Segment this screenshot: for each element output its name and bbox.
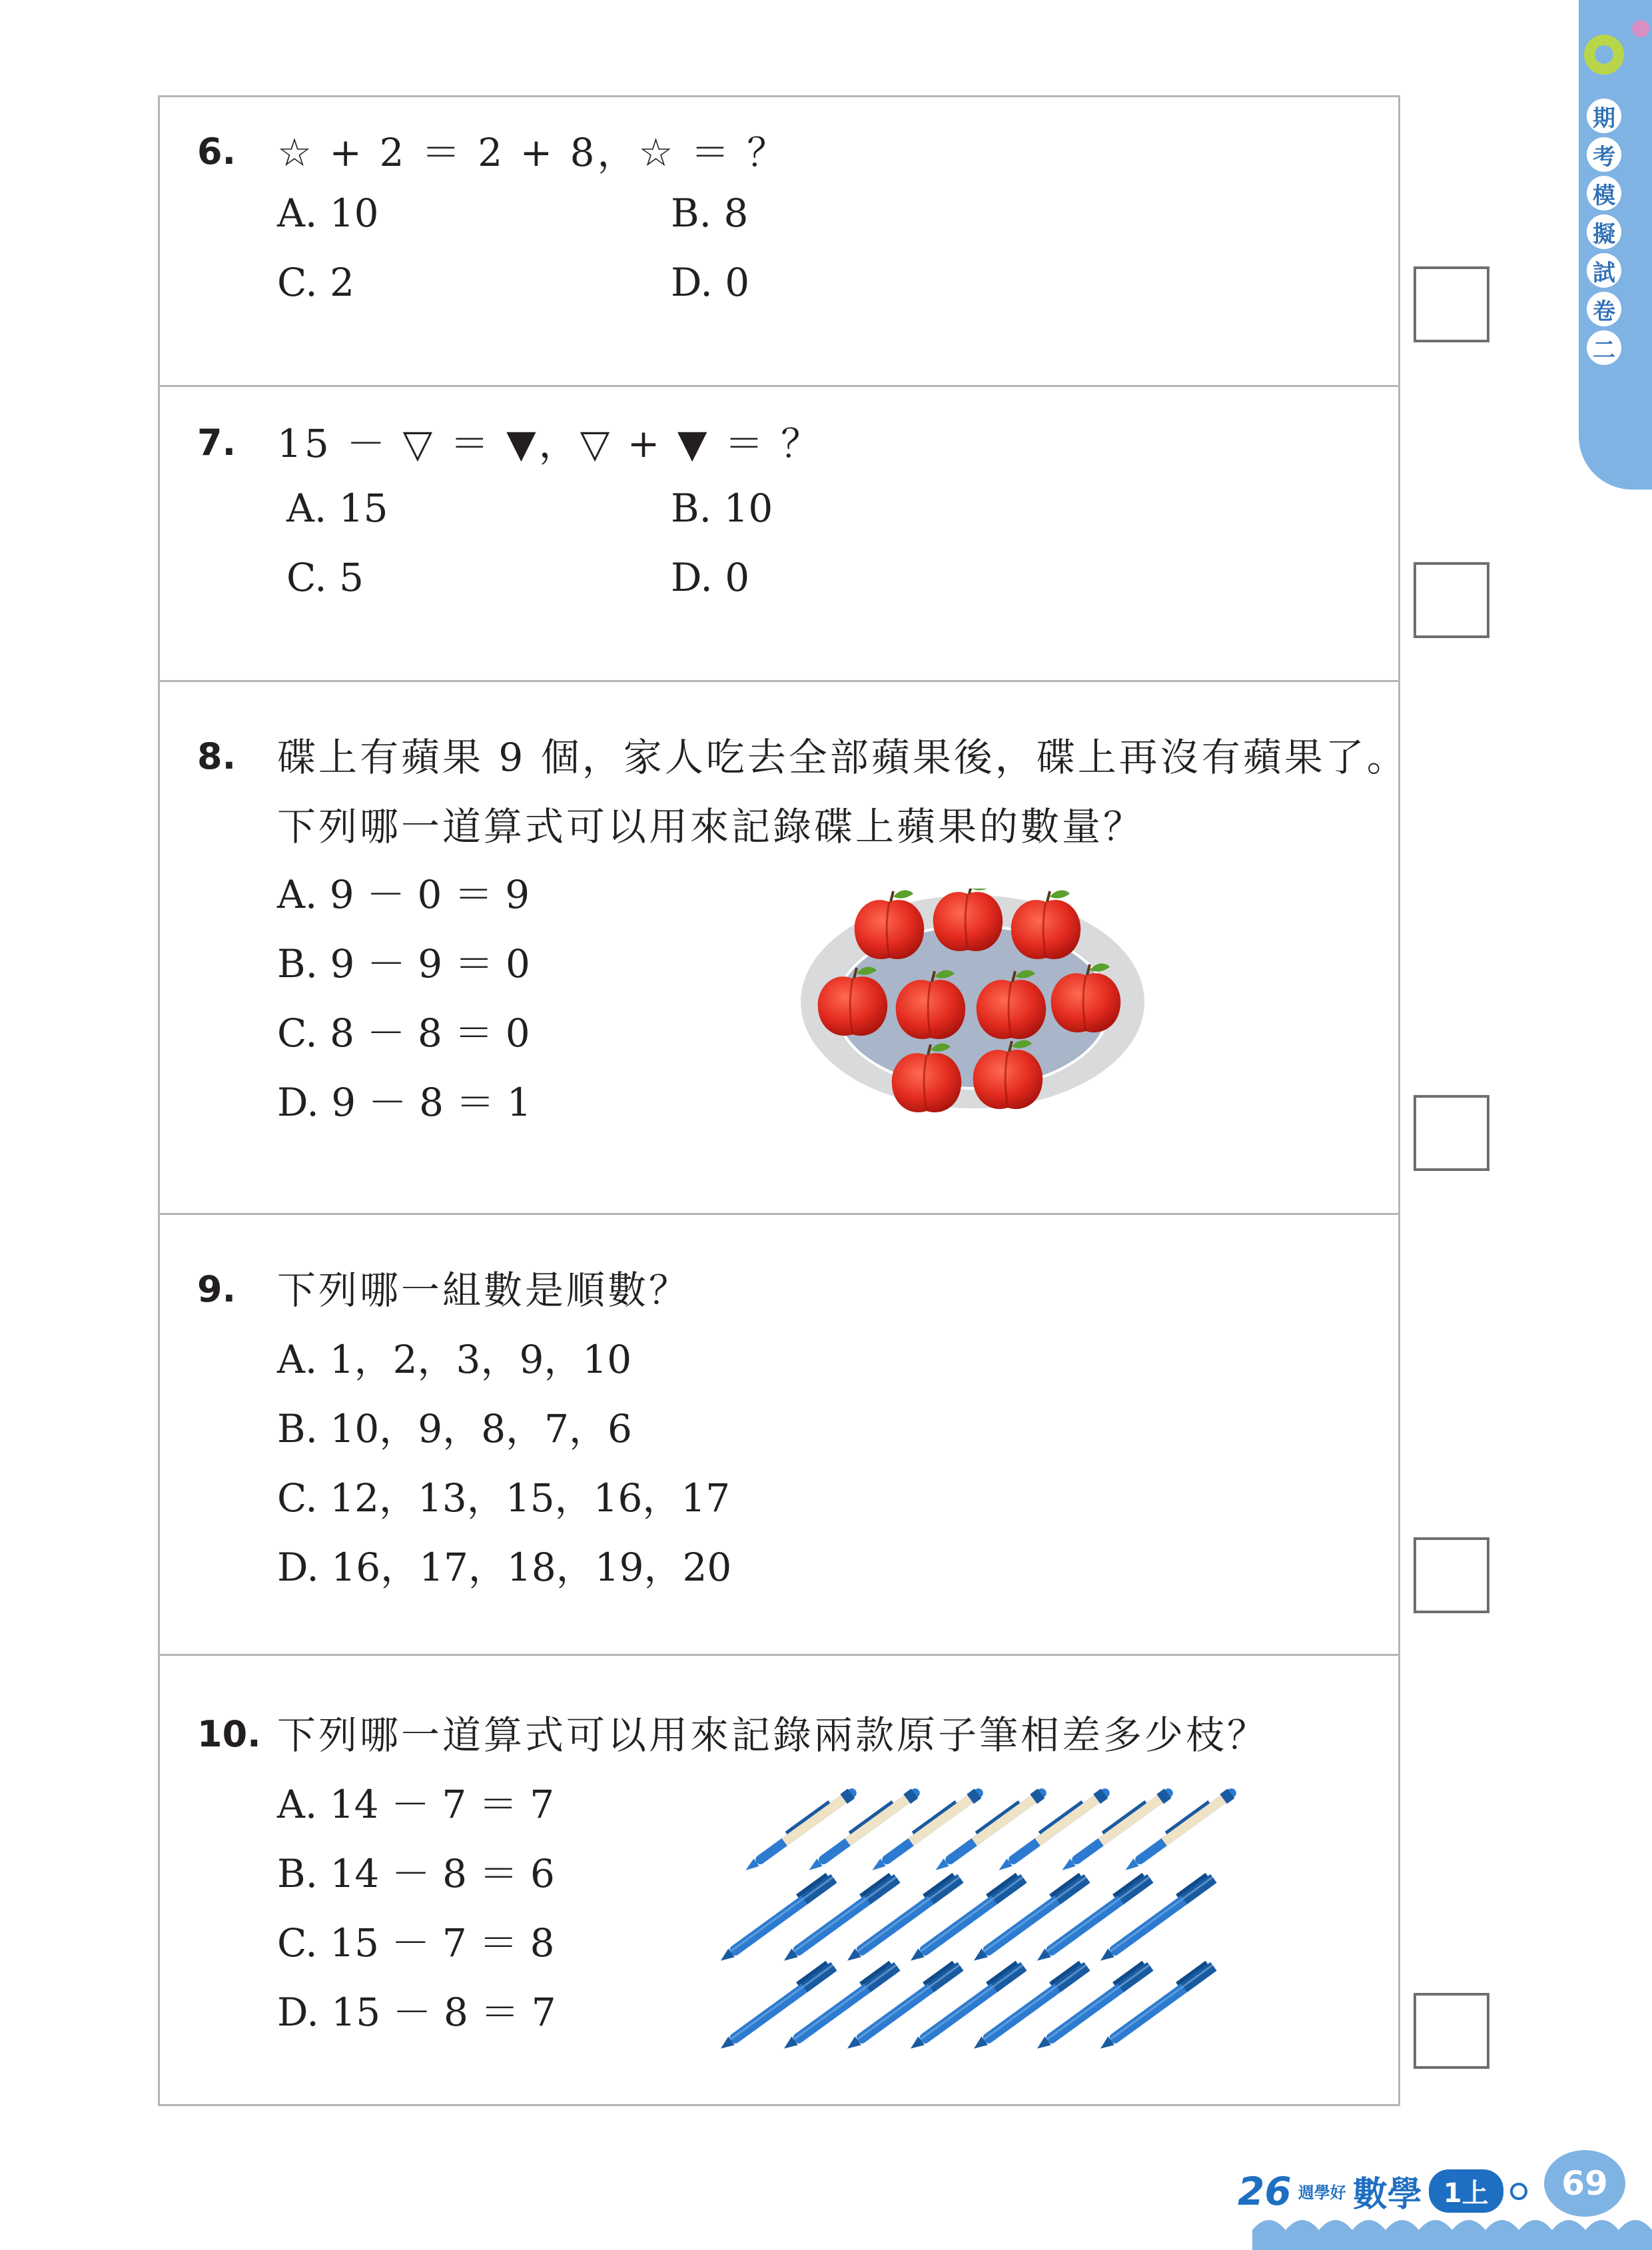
answer-box[interactable] (1414, 266, 1489, 342)
option-b: B. 10，9，8，7，6 (277, 1406, 632, 1451)
side-tab-char: 二 (1587, 330, 1621, 365)
side-tab-char: 考 (1587, 137, 1621, 172)
option-b: B. 8 (671, 190, 749, 236)
answer-box[interactable] (1414, 1537, 1489, 1613)
option-c: C. 12，13，15，16，17 (277, 1475, 731, 1521)
question-stem: 下列哪一道算式可以用來記錄兩款原子筆相差多少枝？ (277, 1712, 1269, 1758)
clicky-pen-icon (1120, 1784, 1238, 1875)
question-7 (160, 387, 1398, 682)
capped-pen-icon (715, 1959, 837, 2053)
question-stem: ☆ + 2 ＝ 2 + 8，☆ ＝ ？ (277, 130, 789, 175)
option-b: B. 9 － 9 ＝ 0 (277, 941, 530, 986)
option-d: D. 0 (671, 260, 750, 305)
question-6 (160, 97, 1398, 387)
circle-icon (1510, 2183, 1527, 2200)
side-tab-title (1587, 99, 1624, 365)
capped-pen-icon (969, 1871, 1090, 1965)
option-a: A. 1，2，3，9，10 (277, 1337, 632, 1382)
capped-pen-icon (715, 1871, 837, 1965)
option-d: D. 9 － 8 ＝ 1 (277, 1080, 532, 1125)
capped-pen-icon (779, 1959, 901, 2053)
wave-decoration (1252, 2210, 1652, 2250)
question-10 (160, 1656, 1398, 2104)
question-number: 8. (197, 735, 236, 777)
side-tab-char: 模 (1587, 176, 1621, 210)
capped-pen-icon (1095, 1871, 1217, 1965)
capped-pen-icon (842, 1871, 964, 1965)
question-number: 7. (197, 422, 236, 464)
brand-number: 26 (1238, 2168, 1292, 2214)
brand-small-text: 週學好 (1298, 2183, 1346, 2202)
answer-box[interactable] (1414, 1993, 1489, 2069)
question-8 (160, 682, 1408, 1215)
option-a: A. 15 (286, 486, 388, 531)
side-tab-char: 試 (1587, 253, 1621, 288)
clicky-pen-icon (931, 1784, 1048, 1875)
option-a: A. 9 － 0 ＝ 9 (277, 872, 530, 917)
clicky-pen-icon (1057, 1784, 1175, 1875)
answer-box[interactable] (1414, 562, 1489, 638)
clicky-pen-icon (867, 1784, 985, 1875)
subject-label: 數學 (1352, 2175, 1422, 2215)
side-tab-char: 期 (1587, 99, 1621, 133)
dot-icon (1632, 20, 1649, 37)
option-b: B. 14 － 8 ＝ 6 (277, 1851, 555, 1896)
question-stem-line-1: 碟上有蘋果 9 個，家人吃去全部蘋果後，碟上再沒有蘋果了。 (277, 735, 1408, 780)
answer-box[interactable] (1414, 1095, 1489, 1171)
page-number: 69 (1544, 2150, 1625, 2217)
apple-icon (855, 891, 924, 959)
option-c: C. 8 － 8 ＝ 0 (277, 1010, 530, 1056)
question-number: 6. (197, 131, 236, 173)
question-stem-line-2: 下列哪一道算式可以用來記錄碟上蘋果的數量？ (277, 804, 1145, 849)
option-d: D. 15 － 8 ＝ 7 (277, 1990, 556, 2035)
capped-pen-icon (905, 1871, 1027, 1965)
capped-pen-rows (715, 1871, 1217, 2053)
question-stem: 15 － ▽ ＝ ▼，▽ + ▼ ＝ ？ (277, 421, 823, 466)
option-d: D. 0 (671, 555, 750, 600)
question-9 (160, 1215, 1398, 1656)
capped-pen-icon (905, 1959, 1027, 2053)
capped-pen-icon (779, 1871, 901, 1965)
capped-pen-icon (1032, 1959, 1154, 2053)
apple-icon (933, 889, 1003, 951)
question-number: 9. (197, 1268, 236, 1310)
question-stem: 下列哪一組數是順數？ (277, 1268, 691, 1313)
clicky-pen-icon (994, 1784, 1112, 1875)
option-c: C. 5 (286, 555, 364, 600)
grade-badge: 1上 (1429, 2169, 1503, 2213)
capped-pen-icon (1032, 1871, 1154, 1965)
apple-plate-illustration (796, 889, 1149, 1115)
capped-pen-icon (969, 1959, 1090, 2053)
side-tab-char: 卷 (1587, 292, 1621, 326)
pens-illustration (713, 1782, 1279, 2062)
option-d: D. 16，17，18，19，20 (277, 1545, 732, 1590)
option-a: A. 14 － 7 ＝ 7 (277, 1782, 555, 1827)
ring-icon (1584, 35, 1624, 75)
capped-pen-icon (842, 1959, 964, 2053)
question-panel (158, 95, 1408, 2106)
clicky-pen-row (741, 1784, 1238, 1875)
footer-brand (1238, 2166, 1527, 2216)
option-b: B. 10 (671, 486, 773, 531)
side-tab-char: 擬 (1587, 214, 1621, 249)
question-number: 10. (197, 1713, 261, 1755)
clicky-pen-icon (804, 1784, 922, 1875)
capped-pen-icon (1095, 1959, 1217, 2053)
clicky-pen-icon (741, 1784, 859, 1875)
option-c: C. 2 (277, 260, 355, 305)
option-a: A. 10 (277, 190, 379, 236)
option-c: C. 15 － 7 ＝ 8 (277, 1920, 555, 1966)
